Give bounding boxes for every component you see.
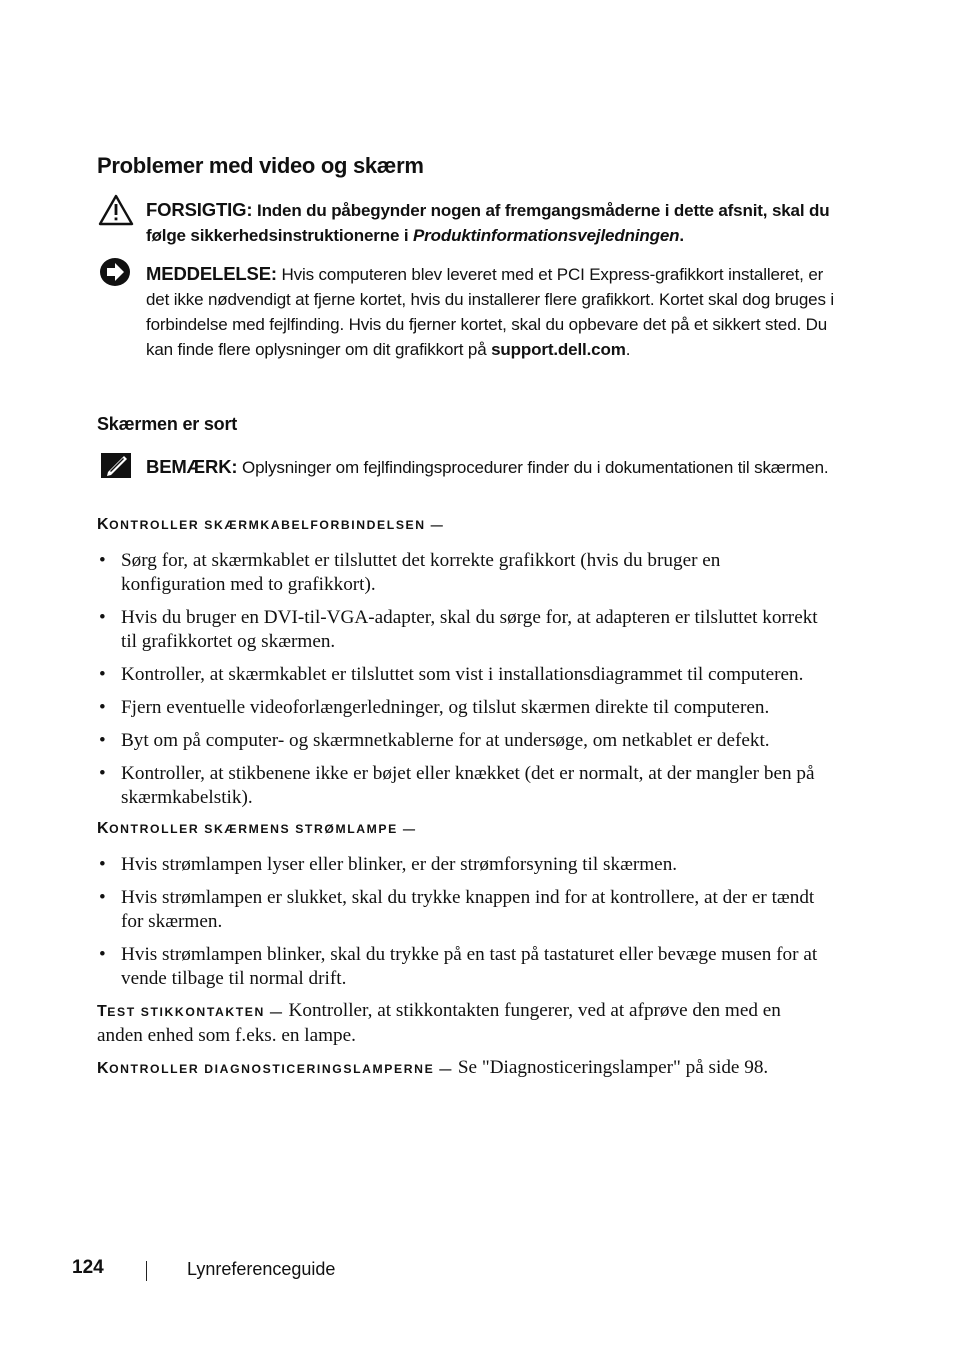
heading-initial: T [97,1003,108,1020]
list-item: • Hvis strømlampen er slukket, skal du trykke knappen ind for at kontrollere, at der er tændt for skærmen. [99,887,815,932]
test-outlet-paragraph [97,999,827,1048]
note-label: BEMÆRK: [146,456,238,477]
notice-label: MEDDELELSE: [146,263,277,284]
list-item-text: Hvis du bruger en DVI-til-VGA-adapter, skal du sørge for, at adapteren er tilsluttet korrekt til grafikkortet og skærmen. [121,607,818,652]
list-item: • Hvis strømlampen lyser eller blinker, er der strømforsyning til skærmen. [99,854,678,875]
list-item: • Hvis strømlampen blinker, skal du trykke på en tast på tastaturet eller bevæge musen for at vende tilbage til normal drift. [99,944,818,989]
notice-period: . [625,340,631,359]
caution-period: . [679,226,684,245]
check-diag-paragraph [97,1056,827,1081]
list-item: • Fjern eventuelle videoforlængerledninger, og tilslut skærmen direkte til computeren. [99,697,770,718]
notice-text: Hvis computeren blev leveret med et PCI Express-grafikkort installeret, er det ikke nødvendigt at fjerne kortet, hvis du installerer flere grafikkort. Kortet skal dog bruges i forbindelse med fejlfinding. Hvis du fjerner kortet, skal du opbevare det på et sikkert sted. Du kan finde flere oplysninger om dit grafikkort på [146,265,835,359]
test-outlet-text: Kontroller, at stikkontakten fungerer, ved at afprøve den med en anden enhed som f.eks. en lampe. [97,1000,781,1046]
notice-arrow-icon [98,256,134,288]
check-diag-text: Se "Diagnosticeringslamper" på side 98. [453,1057,769,1078]
list-item-text: Byt om på computer- og skærmnetkablerne for at undersøge, om netkablet er defekt. [121,730,770,751]
caution-text: Inden du påbegynder nogen af fremgangsmåderne i dette afsnit, skal du følge sikkerhedsinstruktionerne i [146,201,830,245]
heading-rest: ONTROLLER SKÆRMENS STRØMLAMPE — [109,822,417,836]
check-power-light-heading [97,820,417,838]
list-item: • Hvis du bruger en DVI-til-VGA-adapter, skal du sørge for, at adapteren er tilsluttet korrekt til grafikkortet og skærmen. [99,607,818,652]
heading-initial: K [97,516,110,533]
footer-divider [146,1261,147,1281]
list-item-text: Sørg for, at skærmkablet er tilsluttet det korrekte grafikkort (hvis du bruger en konfiguration med to grafikkort). [121,550,721,595]
note-box [146,454,836,480]
caution-note [146,197,836,248]
check-cable-heading [97,516,444,534]
note-pencil-icon [98,450,134,482]
support-link[interactable]: support.dell.com [491,340,626,359]
section-title: Problemer med video og skærm [97,153,424,178]
list-item-text: Hvis strømlampen blinker, skal du trykke på en tast på tastaturet eller bevæge musen for at vende tilbage til normal drift. [121,944,818,989]
list-item-text: Hvis strømlampen er slukket, skal du trykke knappen ind for at kontrollere, at der er tændt for skærmen. [121,887,815,932]
list-item-text: Fjern eventuelle videoforlængerledninger, og tilslut skærmen direkte til computeren. [121,697,770,718]
footer-title: Lynreferenceguide [187,1259,336,1279]
caution-doc-title: Produktinformationsvejledningen [412,226,680,245]
page-number: 124 [72,1257,104,1278]
heading-rest: EST STIKKONTAKTEN — [107,1005,284,1019]
notice-note [146,261,836,362]
list-item-text: Hvis strømlampen lyser eller blinker, er der strømforsyning til skærmen. [121,854,678,875]
heading-initial: K [97,820,110,837]
list-item-text: Kontroller, at stikbenene ikke er bøjet eller knækket (det er normalt, at der mangler ben på skærmkabelstik). [121,763,815,808]
list-item: • Kontroller, at stikbenene ikke er bøjet eller knækket (det er normalt, at der mangler ben på skærmkabelstik). [99,763,815,808]
subsection-title: Skærmen er sort [97,414,238,434]
list-item: • Kontroller, at skærmkablet er tilsluttet som vist i installationsdiagrammet til computeren. [99,664,804,685]
heading-rest: ONTROLLER SKÆRMKABELFORBINDELSEN — [109,518,445,532]
caution-label: FORSIGTIG: [146,199,253,220]
note-text: Oplysninger om fejlfindingsprocedurer finder du i dokumentationen til skærmen. [242,458,829,477]
list-item: • Byt om på computer- og skærmnetkablerne for at undersøge, om netkablet er defekt. [99,730,770,751]
heading-rest: ONTROLLER DIAGNOSTICERINGSLAMPERNE — [109,1062,454,1076]
list-item: • Sørg for, at skærmkablet er tilsluttet det korrekte grafikkort (hvis du bruger en konfiguration med to grafikkort). [99,550,721,595]
check-cable-list [97,549,827,819]
check-power-light-list [97,853,827,1000]
warning-triangle-icon [98,194,134,226]
list-item-text: Kontroller, at skærmkablet er tilsluttet som vist i installationsdiagrammet til computeren. [121,664,804,685]
heading-initial: K [97,1060,110,1077]
